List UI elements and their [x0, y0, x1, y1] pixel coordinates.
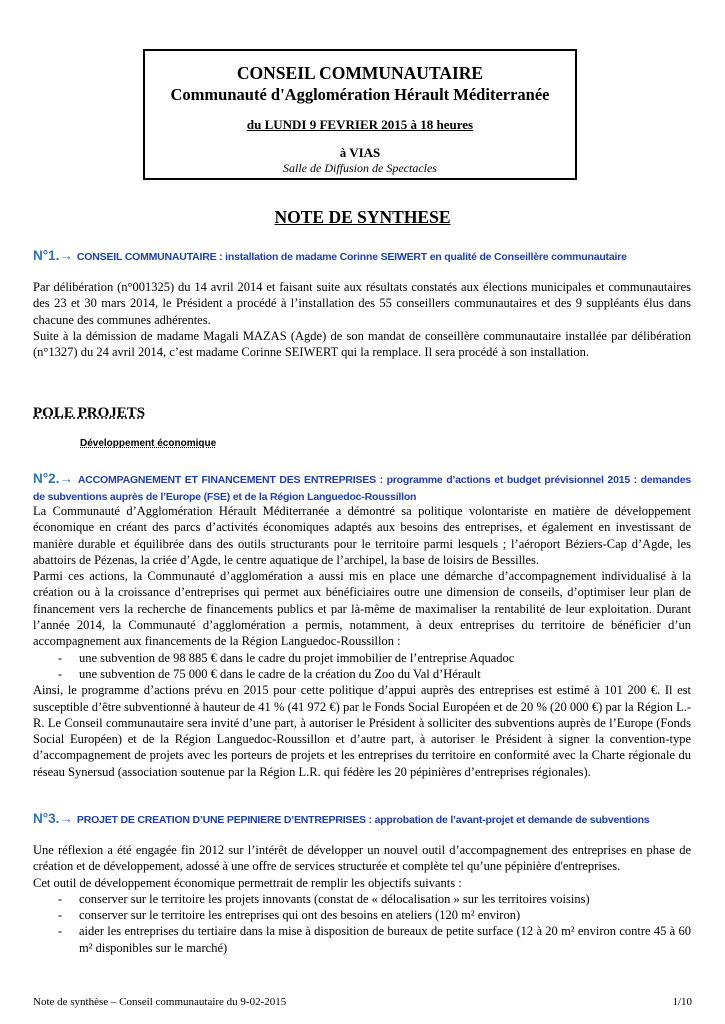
- item3-body: [33, 842, 691, 956]
- subsection-title: Développement économique: [80, 438, 217, 449]
- item2-bullet-list: [33, 650, 691, 683]
- header-title: CONSEIL COMMUNAUTAIRE: [236, 63, 484, 83]
- item1-number: N°1.→: [33, 248, 73, 263]
- item3-bullet-list: [33, 891, 691, 956]
- bullet-dash: -: [58, 666, 63, 681]
- list-item: [33, 650, 691, 666]
- list-item: [33, 891, 691, 907]
- bullet-text: conserver sur le territoire les entreprises qui ont des besoins en ateliers (120 m² environ): [79, 908, 521, 923]
- header-venue: Salle de Diffusion de Spectacles: [283, 161, 437, 175]
- header-box: [143, 49, 577, 180]
- item3-number: N°3.→: [33, 811, 73, 826]
- item2-number: N°2.→: [33, 471, 73, 486]
- item2-paragraph-3: Ainsi, le programme d’actions prévu en 2015 pour cette politique d’appui auprès des entreprises est estimé à 101 200 €. Il est susceptible d’être subventionné à hauteur de 41 % (41 972 €) par le Fonds Social Européen et de 20 % (20 000 €) par la Région L.-R. Le Conseil communautaire sera invité d’une part, à autoriser le Président à solliciter des subventions auprès de l’Europe (Fonds Social Européen) et de la Région Languedoc-Roussillon et d’autre part, à autoriser le Président à signer la convention-type d’accompagnement de projets avec les porteurs de projets et les entreprises du territoire en conformité avec la Charte régionale du réseau Synersud (association soutenue par la Région L.R. qui fédère les 20 pépinières d’entreprises régionales).: [33, 683, 691, 779]
- note-title: NOTE DE SYNTHESE: [274, 207, 451, 227]
- item1-body: [33, 279, 691, 360]
- bullet-dash: -: [58, 924, 63, 939]
- item1-title: CONSEIL COMMUNAUTAIRE : installation de madame Corinne SEIWERT en qualité de Conseillère communautaire: [76, 251, 627, 263]
- bullet-text: conserver sur le territoire les projets innovants (constat de « délocalisation » sur les territoires voisins): [79, 891, 590, 906]
- item2-title: ACCOMPAGNEMENT ET FINANCEMENT DES ENTREPRISES : programme d’actions et budget prévisionnel 2015 : demandes de subventions auprès de l’Europe (FSE) et de la Région Languedoc-Roussillon: [33, 474, 691, 503]
- item3-paragraph-2: Cet outil de développement économique permettrait de remplir les objectifs suivants :: [33, 875, 462, 890]
- item1-paragraph-2: Suite à la démission de madame Magali MAZAS (Agde) de son mandat de conseillère communautaire installée par délibération (n°1327) du 24 avril 2014, c’est madame Corinne SEIWERT qui la remplace. Il sera procédé à son installation.: [33, 328, 691, 360]
- bullet-dash: -: [58, 650, 63, 665]
- list-item: [33, 923, 691, 956]
- bullet-text: une subvention de 75 000 € dans le cadre de la création du Zoo du Val d’Hérault: [79, 666, 481, 681]
- item3-heading: [33, 811, 691, 828]
- bullet-text: une subvention de 98 885 € dans le cadre du projet immobilier de l’entreprise Aquadoc: [79, 650, 515, 665]
- item1-heading: [33, 248, 691, 265]
- item2-paragraph-2: Parmi ces actions, la Communauté d’agglomération a aussi mis en place une démarche d’accompagnement individualisé à la création ou à la croissance d’entreprises qui permet aux bénéficiaires outre une dimension de conseils, d’optimiser leur plan de financement vers la recherche de financements publics et par là-même de maximaliser la rentabilité de leur exploitation. Durant l’année 2014, la Communauté d’agglomération a permis, notamment, à deux entreprises du territoire de bénéficier d’un accompagnement aux financements de la Région Languedoc-Roussillon :: [33, 569, 691, 649]
- header-subtitle: Communauté d'Agglomération Hérault Méditerranée: [170, 85, 550, 104]
- bullet-dash: -: [58, 908, 63, 923]
- section-title: POLE PROJETS: [33, 405, 146, 421]
- page-number: 1/10: [672, 996, 692, 1008]
- item2-paragraph-1: La Communauté d’Agglomération Hérault Méditerranée a démontré sa politique volontariste en matière de développement économique en créant des parcs d’activités économiques adaptés aux besoins des entreprises, et également en investissant de manière durable et équilibrée dans des outils structurants pour le territoire parmi lesquels ; l’aéroport Béziers-Cap d’Agde, les abattoirs de Pézenas, la criée d’Agde, le centre aquatique de l’archipel, la base de loisirs de Bessilles.: [33, 504, 691, 567]
- header-date: du LUNDI 9 FEVRIER 2015 à 18 heures: [246, 117, 474, 132]
- item3-paragraph-1: Une réflexion a été engagée fin 2012 sur l’intérêt de développer un nouvel outil d’accompagnement des entreprises en phase de création et de développement, adossé à une offre de services structurée et complète tel qu’une pépinière d'entreprises.: [33, 843, 691, 874]
- item2-body: [33, 503, 691, 780]
- bullet-dash: -: [58, 891, 63, 906]
- list-item: [33, 666, 691, 682]
- item3-title: PROJET DE CREATION D’UNE PEPINIERE D’ENTREPRISES : approbation de l’avant-projet et demande de subventions: [76, 814, 650, 826]
- bullet-text: aider les entreprises du tertiaire dans la mise à disposition de bureaux de petite surface (12 à 20 m² environ contre 45 à 60 m² disponibles sur le marché): [79, 924, 691, 955]
- list-item: [33, 907, 691, 923]
- item2-heading: [33, 471, 691, 505]
- item1-paragraph-1: Par délibération (n°001325) du 14 avril 2014 et faisant suite aux résultats constatés aux élections municipales et communautaires des 23 et 30 mars 2014, le Président a procédé à l’installation des 55 conseillers communautaires et des 9 suppléants élus dans chacune des communes adhérentes.: [33, 280, 691, 327]
- footer-text: Note de synthèse – Conseil communautaire du 9-02-2015: [33, 996, 287, 1008]
- header-place: à VIAS: [339, 145, 381, 160]
